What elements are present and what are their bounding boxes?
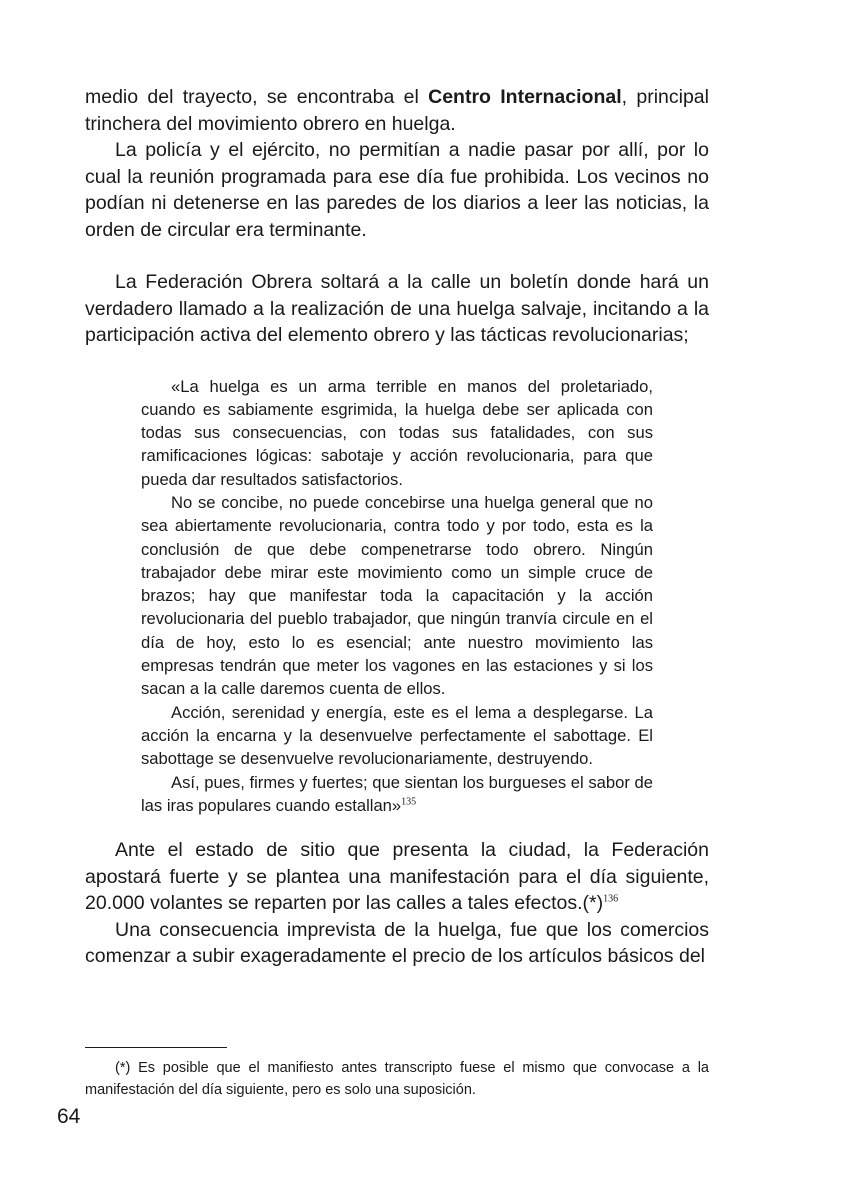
reference-135: 135 bbox=[401, 796, 417, 808]
page-number: 64 bbox=[57, 1105, 81, 1128]
main-text bbox=[85, 84, 709, 970]
footnote-text: (*) Es posible que el manifiesto antes transcripto fuese el mismo que convocase a la manifestación del día siguiente, pero es solo una suposición. bbox=[85, 1060, 709, 1098]
quote-paragraph-1: «La huelga es un arma terrible en manos del proletariado, cuando es sabiamente esgrimida, la huelga debe ser aplicada con todas sus consecuencias, con todas sus fatalidades, con sus ramificaciones lógicas: sabotaje y acción revolucionaria, para que pueda dar resultados satisfactorios. bbox=[141, 376, 653, 489]
paragraph-4: Ante el estado de sitio que presenta la ciudad, la Federación apostará fuerte y se plantea una manifestación para el día siguiente, 20.000 volantes se reparten por las calles a tales $efectos.(*)^{136}$ bbox=[85, 839, 709, 915]
block-quote bbox=[141, 375, 653, 818]
quote-paragraph-2: No se concibe, no puede concebirse una huelga general que no sea abiertamente revolucionaria, contra todo y por todo, esta es la conclusión de que debe compenetrarse todo obrero. Ningún trabajador debe mirar este movimiento como un simple cruce de brazos; hay que manifestar toda la capacitación y la acción revolucionaria del pueblo trabajador, que ningún tranvía circule en el día de hoy, esto lo es esencial; ante nuestro movimiento las empresas tendrán que meter los vagones en las estaciones y si los sacan a la calle daremos cuenta de ellos. bbox=[141, 492, 653, 699]
footnote-separator bbox=[85, 1047, 227, 1048]
quote-paragraph-4: Así, pues, firmes y fuertes; que sientan los burgueses el sabor de las iras populares cuando estallan»$^{135}$ bbox=[141, 772, 653, 815]
paragraph-2: La policía y el ejército, no permitían a nadie pasar por allí, por lo cual la reunión programada para ese día fue prohibida. Los vecinos no podían ni detenerse en las paredes de los diarios a leer las noticias, la orden de circular era terminante. bbox=[85, 139, 709, 241]
paragraph-1: medio del trayecto, se encontraba el Centro Internacional, principal trinchera del movimiento obrero en huelga. bbox=[85, 86, 709, 135]
footnote bbox=[85, 1057, 709, 1101]
paragraph-5: Una consecuencia imprevista de la huelga, fue que los comercios comenzar a subir exageradamente el precio de los artículos básicos del bbox=[85, 918, 709, 968]
bold-term: Centro Internacional bbox=[428, 86, 622, 108]
paragraph-3: La Federación Obrera soltará a la calle un boletín donde hará un verdadero llamado a la realización de una huelga salvaje, incitando a la participación activa del elemento obrero y las tácticas revolucionarias; bbox=[85, 271, 709, 346]
reference-136: 136 bbox=[603, 893, 619, 905]
quote-paragraph-3: Acción, serenidad y energía, este es el lema a desplegarse. La acción la encarna y la desenvuelve perfectamente el sabottage. El sabottage se desenvuelve revolucionariamente, destruyendo. bbox=[141, 702, 653, 769]
